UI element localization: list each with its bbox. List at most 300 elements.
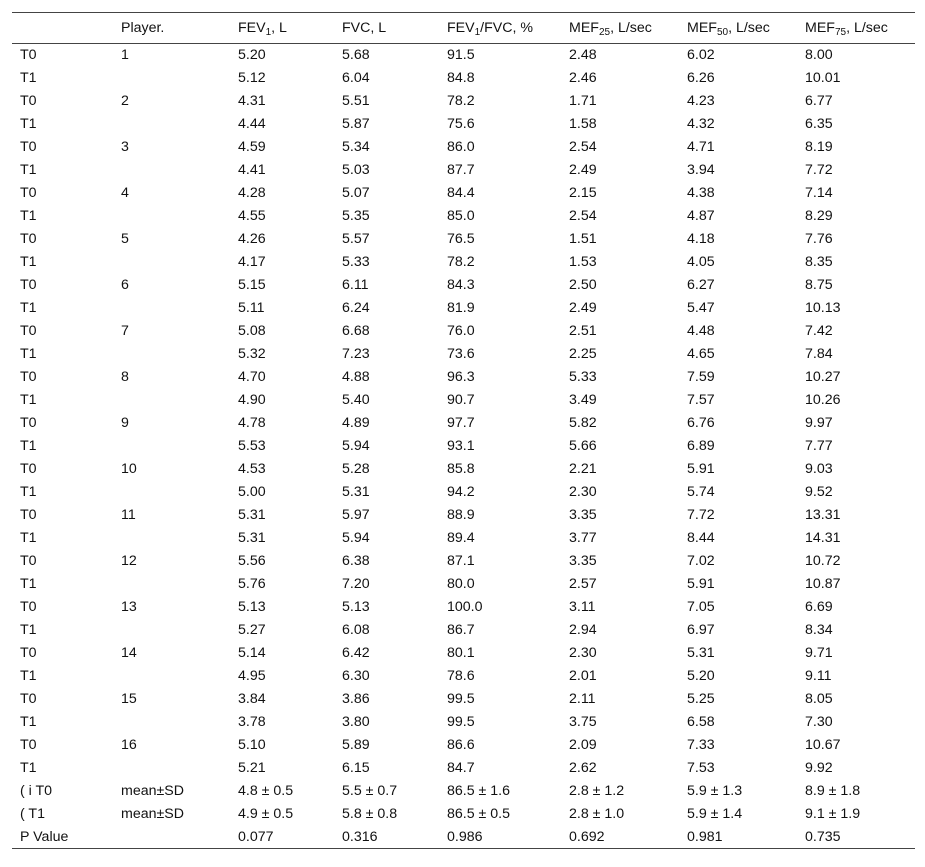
table-row bbox=[12, 274, 915, 297]
cell-player bbox=[113, 435, 230, 458]
cell-fev1: 4.55 bbox=[238, 208, 266, 224]
cell-player bbox=[113, 711, 230, 734]
cell-mef50: 4.71 bbox=[687, 139, 715, 155]
cell-period: T1 bbox=[20, 392, 37, 408]
header-player bbox=[113, 13, 230, 44]
cell-fvc: 6.15 bbox=[342, 760, 370, 776]
cell-mef75: 13.31 bbox=[805, 507, 841, 523]
cell-fev1-fvc: 86.5 ± 0.5 bbox=[447, 806, 511, 822]
cell-period: T0 bbox=[20, 231, 37, 247]
cell-fvc: 4.89 bbox=[342, 415, 370, 431]
cell-mef25: 2.09 bbox=[569, 737, 597, 753]
cell-mef25: 2.01 bbox=[569, 668, 597, 684]
cell-mef50: 6.02 bbox=[687, 47, 715, 64]
cell-fvc: 5.03 bbox=[342, 162, 370, 178]
cell-fev1: 4.17 bbox=[238, 254, 266, 270]
cell-fev1-fvc: 97.7 bbox=[447, 415, 475, 431]
cell-mef25: 2.50 bbox=[569, 277, 597, 293]
table-row bbox=[12, 205, 915, 228]
cell-fev1: 3.78 bbox=[238, 714, 266, 730]
cell-mef50: 6.97 bbox=[687, 622, 715, 638]
cell-period: T1 bbox=[20, 208, 37, 224]
cell-period: T1 bbox=[20, 760, 37, 776]
table-row bbox=[12, 780, 915, 803]
cell-fvc: 4.88 bbox=[342, 369, 370, 385]
cell-fvc: 6.30 bbox=[342, 668, 370, 684]
cell-mef25: 2.8 ± 1.0 bbox=[569, 806, 625, 822]
cell-period: T1 bbox=[20, 530, 37, 546]
cell-mef50: 6.26 bbox=[687, 70, 715, 86]
cell-period: T1 bbox=[20, 70, 37, 86]
header-main-text: MEF bbox=[569, 20, 599, 36]
cell-mef75: 10.67 bbox=[805, 737, 841, 753]
cell-mef25: 2.49 bbox=[569, 162, 597, 178]
cell-player: 14 bbox=[121, 645, 137, 661]
cell-fev1: 0.077 bbox=[230, 826, 334, 849]
cell-period: T0 bbox=[20, 323, 37, 339]
cell-player bbox=[113, 67, 230, 90]
cell-fvc: 5.40 bbox=[342, 392, 370, 408]
cell-mef25: 2.11 bbox=[569, 691, 596, 707]
header-subscript: 50 bbox=[716, 27, 729, 38]
cell-mef50: 6.27 bbox=[687, 277, 715, 293]
cell-fev1: 5.27 bbox=[238, 622, 266, 638]
cell-player: 7 bbox=[121, 323, 129, 339]
cell-player: 2 bbox=[121, 93, 129, 109]
cell-fev1: 4.26 bbox=[238, 231, 266, 247]
cell-fev1-fvc: 96.3 bbox=[447, 369, 475, 385]
cell-fev1-fvc: 80.1 bbox=[447, 645, 475, 661]
cell-mef75: 8.9 ± 1.8 bbox=[805, 783, 861, 799]
cell-fev1: 5.53 bbox=[238, 438, 266, 454]
header-tail-text: , L/sec bbox=[610, 20, 652, 36]
cell-fvc: 5.68 bbox=[342, 47, 370, 64]
cell-player bbox=[113, 251, 230, 274]
table-body bbox=[12, 44, 915, 849]
cell-mef25: 5.33 bbox=[569, 369, 597, 385]
cell-player bbox=[113, 757, 230, 780]
table-row bbox=[12, 412, 915, 435]
cell-fev1-fvc: 99.5 bbox=[447, 691, 475, 707]
cell-fev1: 4.8 ± 0.5 bbox=[238, 783, 294, 799]
cell-mef50: 7.05 bbox=[687, 599, 715, 615]
cell-fev1: 5.13 bbox=[238, 599, 266, 615]
table-row bbox=[12, 481, 915, 504]
cell-mef25: 1.51 bbox=[569, 231, 597, 247]
table-row bbox=[12, 458, 915, 481]
cell-mef50: 5.91 bbox=[687, 576, 715, 592]
cell-player: mean±SD bbox=[121, 783, 184, 799]
header-main-text: MEF bbox=[805, 20, 835, 36]
cell-mef75: 9.11 bbox=[805, 668, 832, 684]
cell-mef75: 10.13 bbox=[805, 300, 841, 316]
cell-period: T0 bbox=[20, 277, 37, 293]
cell-fev1: 5.12 bbox=[238, 70, 266, 86]
cell-mef50: 4.87 bbox=[687, 208, 715, 224]
cell-player: 9 bbox=[121, 415, 129, 431]
cell-mef75: 10.27 bbox=[805, 369, 841, 385]
cell-mef75: 6.77 bbox=[805, 93, 833, 109]
cell-fev1: 4.59 bbox=[238, 139, 266, 155]
cell-fev1-fvc: 100.0 bbox=[447, 599, 483, 615]
table-row bbox=[12, 389, 915, 412]
cell-fvc: 6.04 bbox=[342, 70, 370, 86]
cell-mef75: 8.00 bbox=[805, 47, 833, 64]
cell-mef75: 6.35 bbox=[805, 116, 833, 132]
header-main-text: Player. bbox=[121, 20, 165, 36]
cell-mef50: 4.05 bbox=[687, 254, 715, 270]
header-period bbox=[12, 13, 113, 44]
cell-fvc: 5.57 bbox=[342, 231, 370, 247]
cell-mef25: 3.11 bbox=[569, 599, 596, 615]
cell-period: T0 bbox=[20, 93, 37, 109]
cell-period: T0 bbox=[20, 415, 37, 431]
cell-player bbox=[113, 665, 230, 688]
cell-mef75: 10.01 bbox=[805, 70, 841, 86]
cell-fev1-fvc: 0.986 bbox=[439, 826, 561, 849]
cell-mef75: 7.72 bbox=[805, 162, 833, 178]
cell-fev1-fvc: 76.0 bbox=[447, 323, 475, 339]
cell-player: 11 bbox=[121, 507, 136, 523]
cell-period: P Value bbox=[12, 826, 113, 849]
cell-mef50: 5.9 ± 1.4 bbox=[687, 806, 743, 822]
cell-mef50: 5.47 bbox=[687, 300, 715, 316]
cell-period: T0 bbox=[20, 553, 37, 569]
cell-player: mean±SD bbox=[121, 806, 184, 822]
cell-fvc: 5.13 bbox=[342, 599, 370, 615]
header-tail-text: /FVC, % bbox=[480, 20, 533, 36]
cell-fvc: 6.11 bbox=[342, 277, 369, 293]
cell-player bbox=[113, 389, 230, 412]
cell-player: 12 bbox=[121, 553, 137, 569]
cell-mef75: 10.87 bbox=[805, 576, 841, 592]
cell-fev1-fvc: 89.4 bbox=[447, 530, 475, 546]
cell-fev1: 5.76 bbox=[238, 576, 266, 592]
cell-mef75: 9.1 ± 1.9 bbox=[805, 806, 861, 822]
cell-fev1-fvc: 86.7 bbox=[447, 622, 475, 638]
cell-mef25: 0.692 bbox=[561, 826, 679, 849]
table-row bbox=[12, 642, 915, 665]
cell-mef50: 7.57 bbox=[687, 392, 715, 408]
cell-fvc: 3.86 bbox=[342, 691, 370, 707]
cell-period: T1 bbox=[20, 484, 37, 500]
cell-mef25: 1.71 bbox=[569, 93, 597, 109]
cell-fev1-fvc: 84.7 bbox=[447, 760, 475, 776]
cell-mef50: 7.72 bbox=[687, 507, 715, 523]
cell-mef75: 10.26 bbox=[805, 392, 841, 408]
cell-fvc: 5.94 bbox=[342, 530, 370, 546]
cell-mef50: 6.58 bbox=[687, 714, 715, 730]
cell-mef50: 5.9 ± 1.3 bbox=[687, 783, 743, 799]
cell-period: T1 bbox=[20, 714, 37, 730]
cell-mef25: 2.21 bbox=[569, 461, 597, 477]
cell-fev1-fvc: 85.8 bbox=[447, 461, 475, 477]
header-main-text: MEF bbox=[687, 20, 717, 36]
table-row bbox=[12, 182, 915, 205]
cell-mef75: 7.77 bbox=[805, 438, 833, 454]
cell-player bbox=[113, 343, 230, 366]
cell-mef25: 2.54 bbox=[569, 208, 597, 224]
header-tail-text: , L/sec bbox=[728, 20, 770, 36]
cell-fev1-fvc: 81.9 bbox=[447, 300, 475, 316]
cell-mef25: 3.75 bbox=[569, 714, 597, 730]
cell-player: 5 bbox=[121, 231, 129, 247]
cell-period: T0 bbox=[20, 369, 37, 385]
cell-fvc: 3.80 bbox=[342, 714, 370, 730]
cell-fev1: 4.9 ± 0.5 bbox=[238, 806, 294, 822]
cell-fev1: 4.95 bbox=[238, 668, 266, 684]
table-row bbox=[12, 320, 915, 343]
cell-period: T1 bbox=[20, 300, 37, 316]
cell-fev1: 5.56 bbox=[238, 553, 266, 569]
cell-mef75: 8.05 bbox=[805, 691, 833, 707]
cell-mef50: 4.18 bbox=[687, 231, 715, 247]
cell-player: 1 bbox=[121, 47, 129, 64]
cell-mef50: 4.38 bbox=[687, 185, 715, 201]
cell-mef25: 1.53 bbox=[569, 254, 597, 270]
cell-period: T0 bbox=[20, 47, 37, 64]
cell-mef25: 2.49 bbox=[569, 300, 597, 316]
cell-fvc: 6.38 bbox=[342, 553, 370, 569]
cell-period: T1 bbox=[20, 116, 37, 132]
cell-mef25: 5.82 bbox=[569, 415, 597, 431]
cell-mef25: 3.35 bbox=[569, 553, 597, 569]
cell-fev1: 4.28 bbox=[238, 185, 266, 201]
cell-mef50: 4.48 bbox=[687, 323, 715, 339]
spirometry-table bbox=[12, 12, 915, 849]
cell-period: T1 bbox=[20, 254, 37, 270]
cell-mef25: 2.8 ± 1.2 bbox=[569, 783, 625, 799]
table-row bbox=[12, 366, 915, 389]
cell-fvc: 5.07 bbox=[342, 185, 370, 201]
cell-mef50: 3.94 bbox=[687, 162, 715, 178]
cell-fev1-fvc: 94.2 bbox=[447, 484, 475, 500]
cell-mef25: 5.66 bbox=[569, 438, 597, 454]
table-row bbox=[12, 711, 915, 734]
header-mef25 bbox=[561, 13, 679, 44]
cell-fvc: 5.5 ± 0.7 bbox=[342, 783, 398, 799]
cell-mef75: 7.76 bbox=[805, 231, 833, 247]
header-subscript: 75 bbox=[834, 27, 847, 38]
cell-period: T1 bbox=[20, 346, 37, 362]
table-row bbox=[12, 90, 915, 113]
cell-mef25: 3.49 bbox=[569, 392, 597, 408]
header-tail-text: , L bbox=[271, 20, 287, 36]
table-row bbox=[12, 251, 915, 274]
cell-fev1: 5.31 bbox=[238, 530, 266, 546]
cell-mef50: 6.89 bbox=[687, 438, 715, 454]
cell-fev1-fvc: 85.0 bbox=[447, 208, 475, 224]
cell-mef25: 1.58 bbox=[569, 116, 597, 132]
cell-mef25: 2.51 bbox=[569, 323, 597, 339]
table-row bbox=[12, 826, 915, 849]
cell-mef75: 8.34 bbox=[805, 622, 833, 638]
cell-mef75: 7.84 bbox=[805, 346, 833, 362]
cell-player: 13 bbox=[121, 599, 137, 615]
cell-player bbox=[113, 619, 230, 642]
cell-player bbox=[113, 826, 230, 849]
cell-player: 4 bbox=[121, 185, 129, 201]
cell-mef50: 0.981 bbox=[679, 826, 797, 849]
cell-mef75: 9.52 bbox=[805, 484, 833, 500]
cell-mef75: 7.14 bbox=[805, 185, 833, 201]
cell-fvc: 5.28 bbox=[342, 461, 370, 477]
cell-mef25: 2.46 bbox=[569, 70, 597, 86]
cell-period: T1 bbox=[20, 162, 37, 178]
cell-fev1: 5.00 bbox=[238, 484, 266, 500]
cell-player bbox=[113, 113, 230, 136]
cell-fev1-fvc: 84.3 bbox=[447, 277, 475, 293]
cell-fvc: 6.08 bbox=[342, 622, 370, 638]
cell-mef75: 8.35 bbox=[805, 254, 833, 270]
cell-player: 15 bbox=[121, 691, 137, 707]
cell-player bbox=[113, 527, 230, 550]
cell-fvc: 5.31 bbox=[342, 484, 370, 500]
cell-player bbox=[113, 159, 230, 182]
cell-period: T0 bbox=[20, 645, 37, 661]
table-row bbox=[12, 665, 915, 688]
cell-mef75: 0.735 bbox=[797, 826, 915, 849]
cell-player: 16 bbox=[121, 737, 137, 753]
table-row bbox=[12, 435, 915, 458]
cell-period: T1 bbox=[20, 438, 37, 454]
cell-mef75: 7.30 bbox=[805, 714, 833, 730]
cell-fev1-fvc: 91.5 bbox=[447, 47, 475, 64]
cell-fvc: 5.33 bbox=[342, 254, 370, 270]
cell-period: ( i T0 bbox=[20, 783, 53, 799]
table-row bbox=[12, 803, 915, 826]
cell-player: 8 bbox=[121, 369, 129, 385]
cell-fev1: 5.08 bbox=[238, 323, 266, 339]
cell-fev1-fvc: 87.7 bbox=[447, 162, 475, 178]
cell-mef75: 6.69 bbox=[805, 599, 833, 615]
cell-fev1-fvc: 93.1 bbox=[447, 438, 475, 454]
cell-period: T0 bbox=[20, 691, 37, 707]
cell-fev1-fvc: 86.6 bbox=[447, 737, 475, 753]
header-row bbox=[12, 13, 915, 44]
cell-fev1-fvc: 78.2 bbox=[447, 254, 475, 270]
table-row bbox=[12, 550, 915, 573]
cell-mef25: 2.62 bbox=[569, 760, 597, 776]
header-fvc bbox=[334, 13, 439, 44]
cell-fvc: 5.87 bbox=[342, 116, 370, 132]
cell-fvc: 6.24 bbox=[342, 300, 370, 316]
cell-period: T1 bbox=[20, 576, 37, 592]
table-container bbox=[12, 12, 915, 849]
cell-mef50: 5.25 bbox=[687, 691, 715, 707]
table-row bbox=[12, 159, 915, 182]
cell-fev1: 5.14 bbox=[238, 645, 266, 661]
cell-mef25: 2.30 bbox=[569, 645, 597, 661]
header-subscript: 1 bbox=[265, 27, 272, 38]
cell-fev1-fvc: 86.5 ± 1.6 bbox=[447, 783, 511, 799]
table-row bbox=[12, 228, 915, 251]
table-row bbox=[12, 67, 915, 90]
cell-period: T1 bbox=[20, 668, 37, 684]
cell-mef25: 2.54 bbox=[569, 139, 597, 155]
cell-fev1: 4.31 bbox=[238, 93, 266, 109]
cell-mef50: 7.59 bbox=[687, 369, 715, 385]
table-row bbox=[12, 136, 915, 159]
cell-fev1: 5.11 bbox=[238, 300, 265, 316]
cell-mef50: 5.91 bbox=[687, 461, 715, 477]
cell-fev1-fvc: 75.6 bbox=[447, 116, 475, 132]
table-row bbox=[12, 113, 915, 136]
cell-fvc: 6.42 bbox=[342, 645, 370, 661]
cell-fev1-fvc: 87.1 bbox=[447, 553, 475, 569]
cell-period: T0 bbox=[20, 507, 37, 523]
cell-player bbox=[113, 297, 230, 320]
cell-mef75: 9.71 bbox=[805, 645, 833, 661]
cell-mef50: 4.65 bbox=[687, 346, 715, 362]
cell-fev1-fvc: 78.2 bbox=[447, 93, 475, 109]
cell-mef25: 3.35 bbox=[569, 507, 597, 523]
cell-fev1-fvc: 78.6 bbox=[447, 668, 475, 684]
header-main-text: FEV bbox=[447, 20, 475, 36]
cell-period: T0 bbox=[20, 139, 37, 155]
table-row bbox=[12, 504, 915, 527]
cell-fvc: 5.35 bbox=[342, 208, 370, 224]
table-row bbox=[12, 573, 915, 596]
cell-fev1-fvc: 76.5 bbox=[447, 231, 475, 247]
table-row bbox=[12, 44, 915, 67]
cell-fvc: 5.34 bbox=[342, 139, 370, 155]
header-subscript: 1 bbox=[474, 27, 481, 38]
cell-period: ( T1 bbox=[20, 806, 45, 822]
cell-mef25: 2.94 bbox=[569, 622, 597, 638]
cell-mef25: 2.15 bbox=[569, 185, 597, 201]
header-subscript: 25 bbox=[598, 27, 611, 38]
cell-mef50: 4.32 bbox=[687, 116, 715, 132]
cell-mef25: 2.57 bbox=[569, 576, 597, 592]
cell-fev1: 5.32 bbox=[238, 346, 266, 362]
cell-fev1-fvc: 84.8 bbox=[447, 70, 475, 86]
table-row bbox=[12, 596, 915, 619]
cell-fvc: 6.68 bbox=[342, 323, 370, 339]
cell-period: T0 bbox=[20, 599, 37, 615]
table-row bbox=[12, 734, 915, 757]
cell-fev1-fvc: 73.6 bbox=[447, 346, 475, 362]
cell-mef50: 5.20 bbox=[687, 668, 715, 684]
cell-period: T0 bbox=[20, 185, 37, 201]
cell-fev1-fvc: 80.0 bbox=[447, 576, 475, 592]
cell-mef50: 5.31 bbox=[687, 645, 715, 661]
table-row bbox=[12, 688, 915, 711]
cell-fev1: 5.31 bbox=[238, 507, 266, 523]
cell-fev1-fvc: 86.0 bbox=[447, 139, 475, 155]
cell-fev1-fvc: 99.5 bbox=[447, 714, 475, 730]
cell-mef75: 9.03 bbox=[805, 461, 833, 477]
header-mef75 bbox=[797, 13, 915, 44]
cell-mef50: 8.44 bbox=[687, 530, 715, 546]
cell-period: T0 bbox=[20, 737, 37, 753]
header-mef50 bbox=[679, 13, 797, 44]
cell-player bbox=[113, 573, 230, 596]
cell-mef75: 8.29 bbox=[805, 208, 833, 224]
cell-mef75: 9.97 bbox=[805, 415, 833, 431]
cell-mef50: 6.76 bbox=[687, 415, 715, 431]
cell-fev1: 5.20 bbox=[238, 47, 266, 64]
cell-fev1: 4.44 bbox=[238, 116, 266, 132]
cell-mef75: 8.19 bbox=[805, 139, 833, 155]
table-row bbox=[12, 619, 915, 642]
cell-period: T0 bbox=[20, 461, 37, 477]
table-row bbox=[12, 757, 915, 780]
cell-player: 10 bbox=[121, 461, 137, 477]
cell-mef50: 7.33 bbox=[687, 737, 715, 753]
cell-mef75: 10.72 bbox=[805, 553, 841, 569]
table-row bbox=[12, 527, 915, 550]
